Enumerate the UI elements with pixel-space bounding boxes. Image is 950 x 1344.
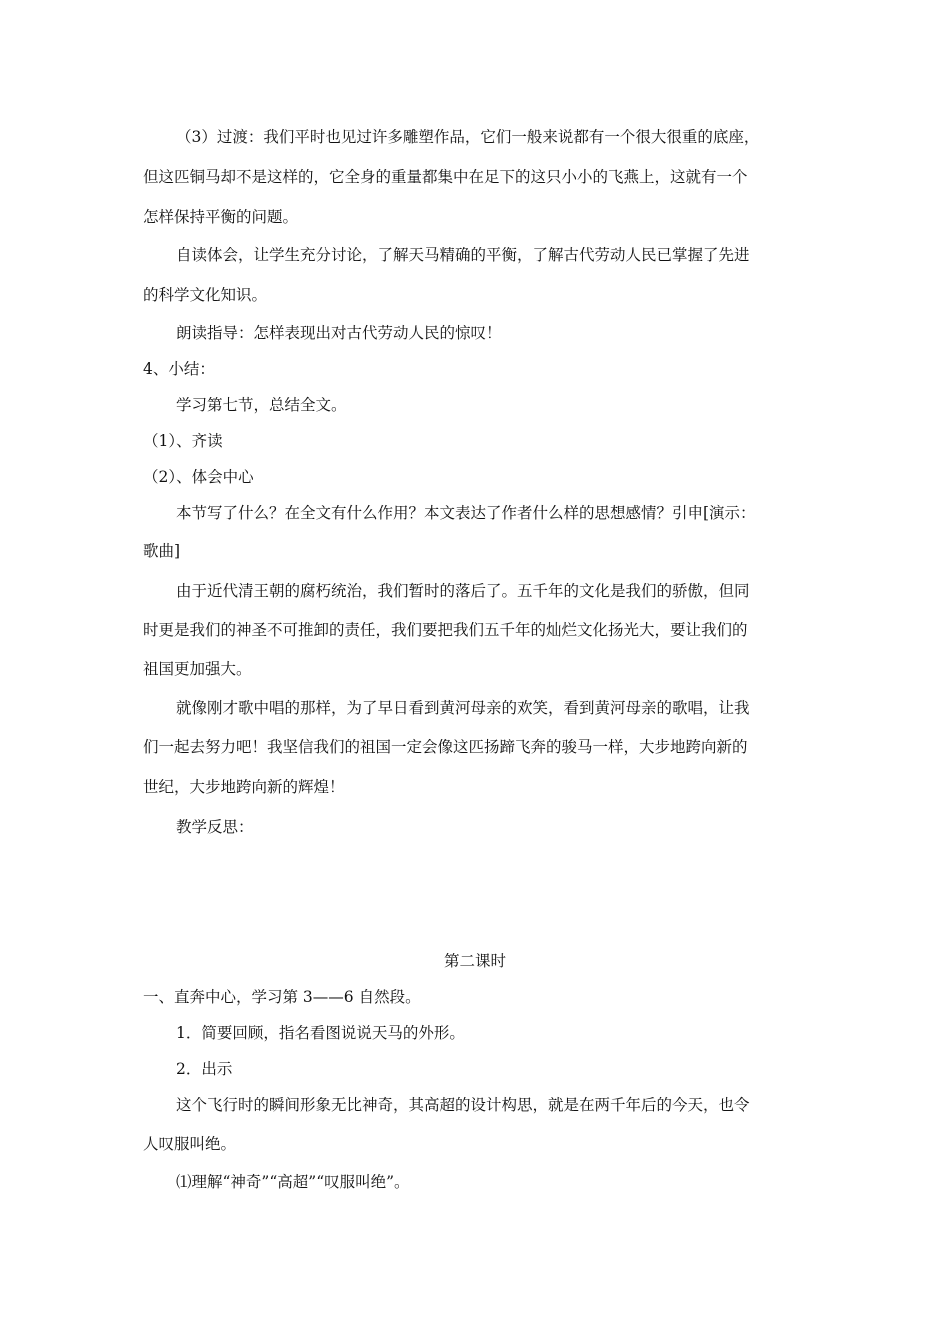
list-item: 2．出示 xyxy=(176,1060,233,1078)
paragraph-line: 怎样保持平衡的问题。 xyxy=(143,208,299,226)
paragraph-line: 由于近代清王朝的腐朽统治，我们暂时的落后了。五千年的文化是我们的骄傲，但同 xyxy=(176,582,750,600)
paragraph-line: 祖国更加强大。 xyxy=(143,660,252,678)
list-item: ⑴理解“神奇”“高超”“叹服叫绝”。 xyxy=(176,1173,410,1191)
section-heading: 一、直奔中心，学习第 3——6 自然段。 xyxy=(143,988,421,1006)
paragraph-line: 歌曲] xyxy=(143,542,181,560)
paragraph-line: 自读体会，让学生充分讨论，了解天马精确的平衡，了解古代劳动人民已掌握了先进 xyxy=(176,246,750,264)
list-item: （1）、齐读 xyxy=(143,432,223,450)
list-item: （2）、体会中心 xyxy=(143,468,254,486)
lesson-title: 第二课时 xyxy=(443,952,506,970)
paragraph-line: 学习第七节，总结全文。 xyxy=(176,396,347,414)
paragraph-line: 世纪，大步地跨向新的辉煌！ xyxy=(143,778,345,796)
paragraph-line: 就像刚才歌中唱的那样，为了早日看到黄河母亲的欢笑，看到黄河母亲的歌唱，让我 xyxy=(176,699,750,717)
paragraph-line: 人叹服叫绝。 xyxy=(143,1135,237,1153)
paragraph-line: 朗读指导：怎样表现出对古代劳动人民的惊叹！ xyxy=(176,324,502,342)
list-item: 1．简要回顾，指名看图说说天马的外形。 xyxy=(176,1024,465,1042)
paragraph-line: （3）过渡：我们平时也见过许多雕塑作品，它们一般来说都有一个很大很重的底座， xyxy=(176,128,760,146)
paragraph-line: 但这匹铜马却不是这样的，它全身的重量都集中在足下的这只小小的飞燕上，这就有一个 xyxy=(143,168,748,186)
paragraph-line: 们一起去努力吧！我坚信我们的祖国一定会像这匹扬蹄飞奔的骏马一样，大步地跨向新的 xyxy=(143,738,748,756)
paragraph-line: 时更是我们的神圣不可推卸的责任，我们要把我们五千年的灿烂文化扬光大，要让我们的 xyxy=(143,621,748,639)
paragraph-line: 本节写了什么？在全文有什么作用？本文表达了作者什么样的思想感情？引申[演示： xyxy=(176,504,756,522)
paragraph-line: 教学反思： xyxy=(176,818,254,836)
paragraph-line: 的科学文化知识。 xyxy=(143,286,268,304)
section-heading: 4、小结： xyxy=(143,360,215,378)
paragraph-line: 这个飞行时的瞬间形象无比神奇，其高超的设计构思，就是在两千年后的今天，也令 xyxy=(176,1096,750,1114)
